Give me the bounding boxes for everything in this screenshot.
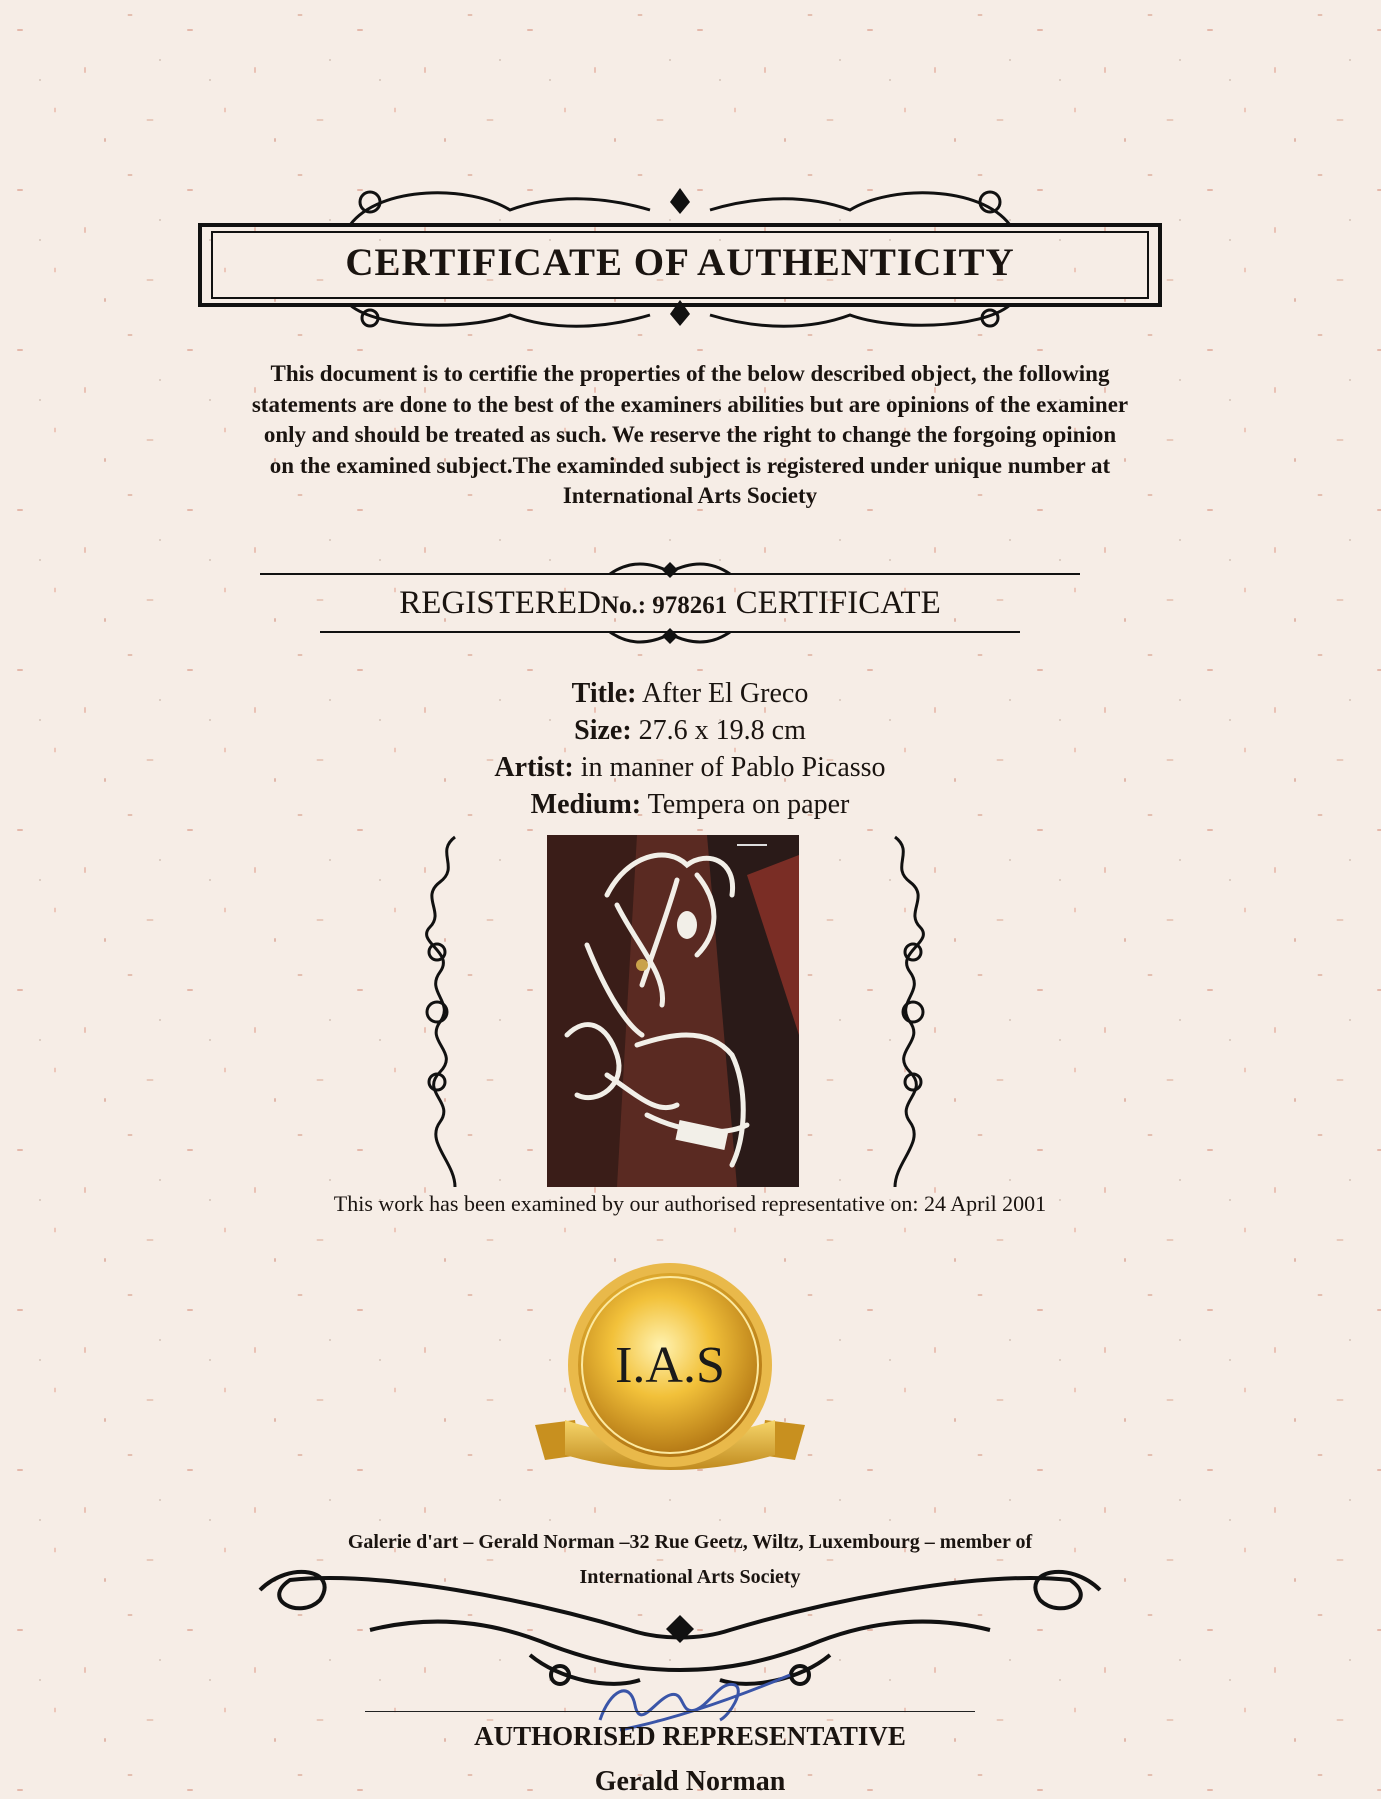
intro-line: on the examined subject.The examinded subject is registered under unique number at [269, 452, 1111, 478]
signature-title: AUTHORISED REPRESENTATIVE [474, 1721, 906, 1751]
artwork-details [300, 675, 1080, 823]
ias-gold-seal [535, 1255, 805, 1480]
intro-line: only and should be treated as such. We reserve the right to change the forgoing opinion [263, 422, 1117, 447]
intro-line: This document is to certifie the properties of the below described object, the following [270, 361, 1110, 386]
detail-size-value: 27.6 x 19.8 cm [638, 715, 806, 746]
footer-line: International Arts Society [579, 1566, 801, 1588]
seal-text: I.A.S [615, 1337, 725, 1394]
detail-size-label: Size: [574, 715, 632, 746]
registration-number: No.: 978261 [600, 592, 728, 619]
detail-artist-row [300, 749, 1080, 786]
artwork-image [547, 835, 799, 1187]
signature-line [365, 1711, 975, 1712]
detail-medium-label: Medium: [530, 789, 642, 820]
right-scroll-ornament [885, 832, 935, 1192]
detail-size-row [300, 712, 1080, 749]
intro-paragraph [120, 359, 1260, 512]
intro-line: statements are done to the best of the examiners abilities but are opinions of the examiner [251, 391, 1129, 417]
detail-title-value: After El Greco [641, 678, 809, 709]
signature-name: Gerald Norman [594, 1766, 786, 1797]
detail-medium-row [300, 786, 1080, 823]
footer-line: Galerie d'art – Gerald Norman –32 Rue Geetz, Wiltz, Luxembourg – member of [347, 1531, 1033, 1553]
left-scroll-ornament [415, 832, 465, 1192]
certificate-title: CERTIFICATE OF AUTHENTICITY [345, 241, 1015, 284]
registration-suffix: CERTIFICATE [735, 585, 941, 621]
detail-artist-value: in manner of Pablo Picasso [580, 752, 886, 783]
detail-title-row [300, 675, 1080, 712]
detail-medium-value: Tempera on paper [647, 789, 850, 820]
registration-prefix: REGISTERED [399, 585, 601, 621]
detail-artist-label: Artist: [494, 752, 574, 783]
examination-statement: This work has been examined by our authorised representative on: 24 April 2001 [333, 1191, 1047, 1216]
detail-title-label: Title: [571, 678, 637, 709]
registration-number-line [250, 583, 1090, 626]
intro-line: International Arts Society [562, 483, 818, 508]
